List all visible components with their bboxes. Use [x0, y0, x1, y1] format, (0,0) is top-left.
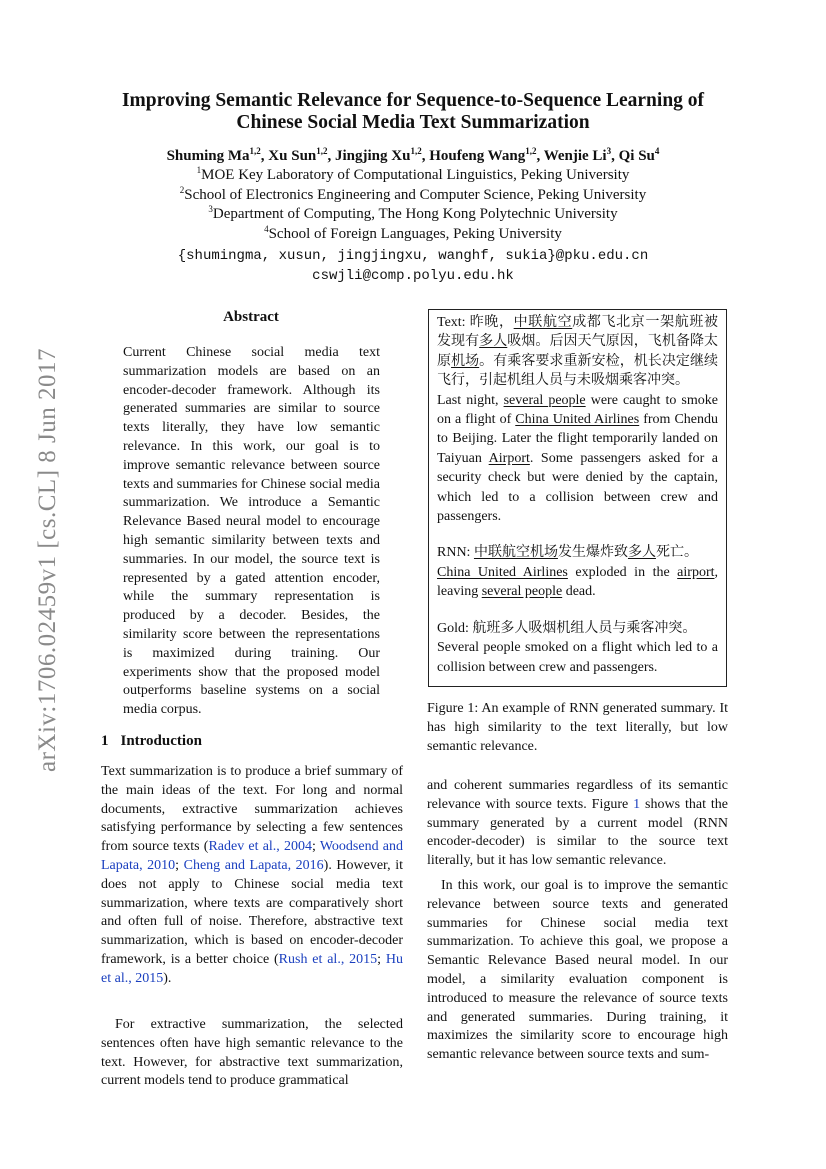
text-run: dead. — [562, 584, 596, 600]
author-sup: 1,2 — [525, 146, 537, 156]
author: Houfeng Wang — [429, 148, 526, 164]
citation-radev[interactable]: Radev et al., 2004 — [208, 839, 312, 855]
paper-title — [60, 90, 766, 134]
author-sup: 4 — [654, 146, 660, 156]
text-run: , leaving — [437, 564, 718, 600]
section-heading-introduction — [101, 733, 202, 750]
citation-rush[interactable]: Rush et al., 2015 — [278, 951, 378, 967]
author: Xu Sun — [268, 148, 317, 164]
underlined-span: Airport — [488, 450, 530, 466]
spacer — [437, 526, 718, 543]
text-run: 死亡。 — [655, 545, 698, 561]
underlined-span: airport — [677, 564, 715, 580]
text-run: were caught to smoke on a flight of — [437, 392, 718, 428]
citation-woodsend[interactable]: Woodsend and Lapata, 2010 — [101, 839, 404, 873]
underlined-span: China United Airlines — [515, 412, 640, 428]
intro-paragraph-2: For extractive summarization, the selected sentences often have high semantic relevance to the text. However, for abstractive text summarization, current models tend to produce grammatical — [101, 1017, 403, 1089]
figure-label: Gold: — [437, 620, 473, 636]
abstract-text: Current Chinese social media text summarization models are based on an encoder-decoder framework. Although its generated summaries are similar to source texts literally, they have low semantic relevance. In this work, our goal is to improve semantic relevance between source texts and summaries for Chinese social media summarization. We introduce a Semantic Relevance Based neural model to encourage high semantic similarity between texts and summaries. In our model, the source text is represented by a gated attention encoder, while the summary representation is produced by a decoder. Besides, the similarity score between the representations is maximized during training. Our experiments show that the proposed model outperforms baseline systems on a social media corpus. — [123, 345, 380, 718]
text-run: exploded in the — [567, 564, 678, 580]
underlined-span: 多人 — [627, 545, 656, 561]
text-run: and coherent summaries regardless of its semantic relevance with source texts. Figure — [427, 778, 728, 812]
author: Qi Su — [618, 148, 655, 164]
affiliation-sup: 4 — [264, 223, 269, 234]
figure-text-en — [437, 391, 718, 527]
spacer — [437, 602, 718, 619]
author-emails — [60, 246, 766, 286]
section-number: 1 — [101, 733, 109, 749]
text-run: 航班多人吸烟机组人员与乘客冲突。 — [472, 620, 697, 636]
text-run: ). — [163, 970, 172, 986]
intro-paragraph-1 — [101, 763, 403, 989]
text-run: ; — [312, 839, 320, 855]
affiliation-text: Department of Computing, The Hong Kong Polytechnic University — [212, 206, 618, 222]
underlined-span: several people — [503, 392, 586, 408]
abstract-heading: Abstract — [223, 309, 279, 325]
underlined-span: 多人 — [479, 334, 508, 350]
author-sup: 1,2 — [410, 146, 422, 156]
affiliation-sup: 1 — [196, 165, 202, 175]
author: Wenjie Li — [543, 148, 607, 164]
text-run: Text summarization is to produce a brief summary of the main ideas of the text. For long and normal documents, extractive summarization achieves satisfying performance by selecting a few sentences from source texts ( — [101, 764, 403, 855]
email-line-1: {shumingma, xusun, jingjingxu, wanghf, sukia}@pku.edu.cn — [177, 248, 649, 264]
text-run: 吸烟。后因天气原因，飞机备降太原 — [437, 334, 719, 369]
figure-gold-en: Several people smoked on a flight which led to a collision between crew and passengers. — [437, 640, 718, 675]
underlined-span: 中联航空机场 — [473, 545, 558, 561]
email-line-2: cswjli@comp.polyu.edu.hk — [312, 268, 514, 284]
figure-rnn-en — [437, 563, 718, 602]
author-list: Shuming Ma$^{1,2}$, Xu Sun$^{1,2}$, Jingjing Xu$^{1,2}$, Houfeng Wang$^{1,2}$, Wenjie Li$^3$, Qi Su$^4$ — [166, 146, 660, 164]
text-run: 。有乘客要求重新安检，机长决定继续飞行，引起机组人员与未吸烟乘客冲突。 — [437, 353, 719, 389]
affiliation — [60, 205, 766, 225]
title-line-1: Improving Semantic Relevance for Sequence-to-Sequence Learning of — [121, 90, 705, 111]
author-sup: 1,2 — [316, 146, 328, 156]
figure-label: Text: — [437, 315, 470, 330]
affiliation — [60, 225, 766, 245]
text-run: ; — [175, 857, 184, 873]
underlined-span: 中联航空 — [513, 315, 573, 330]
underlined-span: 机场 — [451, 353, 480, 369]
figure-gold-zh — [437, 619, 718, 638]
underlined-span: China United Airlines — [437, 564, 568, 580]
figure-rnn-zh — [437, 543, 718, 562]
text-run: 发生爆炸致 — [557, 545, 628, 561]
text-run: . Some passengers asked for a security check but were denied by the captain, which led to a collision between crew and passengers. — [437, 450, 718, 525]
citation-cheng[interactable]: Cheng and Lapata, 2016 — [183, 857, 324, 873]
citation-hu[interactable]: Hu et al., 2015 — [101, 951, 403, 986]
affiliation — [60, 186, 766, 206]
text-run: 成都飞北京一架航班被发现有 — [437, 315, 719, 350]
affiliation-text: School of Foreign Languages, Peking University — [268, 225, 562, 242]
section-title: Introduction — [120, 733, 202, 749]
author: Shuming Ma — [166, 148, 250, 164]
figure-reference-link[interactable]: 1 — [633, 796, 641, 812]
affiliation-sup: 3 — [208, 204, 213, 214]
text-run: from Chendu to Beijing. Later the flight temporarily landed on Taiyuan — [437, 412, 718, 466]
right-paragraph-1 — [427, 777, 728, 871]
text-run: shows that the summary generated by a current model (RNN encoder-decoder) is similar to the source text literally, but it has low semantic relevance. — [427, 796, 728, 869]
underlined-span: several people — [481, 584, 563, 600]
text-run: ). However, it does not apply to Chinese social media text summarization, where texts are comparatively short and often full of noise. Therefore, abstractive text summarization, which is based on encoder-decoder framework, is a better choice ( — [101, 857, 403, 967]
text-run: ; — [377, 951, 386, 967]
figure-1-box — [428, 309, 727, 687]
author-sup: 1,2 — [249, 146, 261, 156]
title-line-2: Chinese Social Media Text Summarization — [236, 112, 590, 133]
figure-text-zh — [437, 313, 718, 391]
affiliations — [60, 166, 766, 244]
figure-1-caption: Figure 1: An example of RNN generated summary. It has high similarity to the text literally, but low semantic relevance. — [427, 701, 728, 754]
affiliation-text: School of Electronics Engineering and Computer Science, Peking University — [184, 186, 647, 203]
author-sup: 3 — [606, 146, 612, 156]
author: Jingjing Xu — [335, 148, 411, 164]
affiliation-sup: 2 — [179, 184, 185, 195]
affiliation — [60, 166, 766, 186]
right-paragraph-2: In this work, our goal is to improve the semantic relevance between source texts and generated summaries for Chinese social media text summarization. To achieve this goal, we propose a Semantic Relevance Based neural model. In our model, a similarity evaluation component is introduced to measure the relevance of source texts and generated summaries. During training, it maximizes the similarity score to encourage high semantic relevance between source texts and sum- — [427, 878, 728, 1063]
text-run: Last night, — [437, 392, 504, 408]
affiliation-text: MOE Key Laboratory of Computational Linguistics, Peking University — [201, 167, 630, 183]
text-run: 昨晚， — [469, 315, 514, 330]
figure-label: RNN: — [437, 545, 474, 561]
arxiv-sidebar-stamp: arXiv:1706.02459v1 [cs.CL] 8 Jun 2017 — [34, 347, 61, 773]
